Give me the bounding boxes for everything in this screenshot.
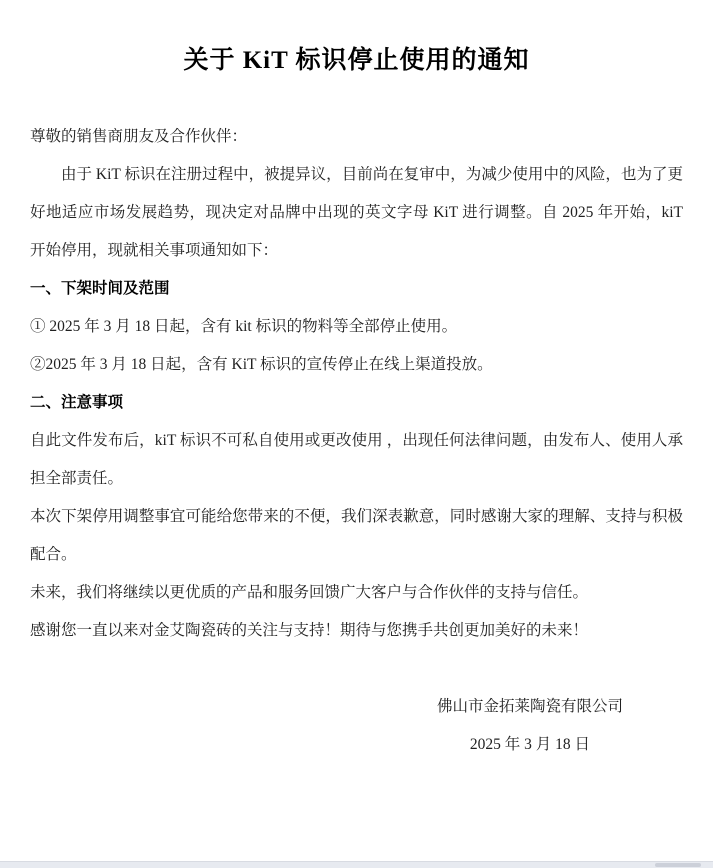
signature-company: 佛山市金拓莱陶瓷有限公司	[436, 698, 623, 715]
page-title: 关于 KiT 标识停止使用的通知	[183, 47, 530, 74]
section-2-paragraph-4: 感谢您一直以来对金艾陶瓷砖的关注与支持！期待与您携手共创更加美好的未来！	[30, 622, 589, 639]
intro-paragraph: 由于 KiT 标识在注册过程中，被提异议，目前尚在复审中，为减少使用中的风险，也为了更好地适应市场发展趋势，现决定对品牌中出现的英文字母 KiT 进行调整。自 2025 年开始，kiT 开始停用，现就相关事项通知如下：	[30, 166, 683, 259]
bottom-chrome-bar	[0, 861, 713, 868]
signature-date: 2025 年 3 月 18 日	[469, 736, 591, 753]
section-1-item-2: ②2025 年 3 月 18 日起，含有 KiT 标识的宣传停止在线上渠道投放。	[30, 356, 493, 373]
section-1-item-1: ① 2025 年 3 月 18 日起，含有 kit 标识的物料等全部停止使用。	[30, 318, 458, 335]
salutation-line: 尊敬的销售商朋友及合作伙伴：	[30, 128, 248, 145]
section-2-paragraph-2: 本次下架停用调整事宜可能给您带来的不便，我们深表歉意，同时感谢大家的理解、支持与积极配合。	[30, 508, 683, 563]
signature-block	[437, 688, 623, 764]
horizontal-scrollbar-thumb[interactable]	[655, 863, 701, 867]
section-2-paragraph-3: 未来，我们将继续以更优质的产品和服务回馈广大客户与合作伙伴的支持与信任。	[30, 584, 589, 601]
section-2-heading: 二、注意事项	[30, 394, 124, 411]
section-2-paragraph-1: 自此文件发布后，kiT 标识不可私自使用或更改使用 ，出现任何法律问题，由发布人、使用人承担全部责任。	[30, 432, 683, 487]
section-1-heading: 一、下架时间及范围	[30, 280, 170, 297]
